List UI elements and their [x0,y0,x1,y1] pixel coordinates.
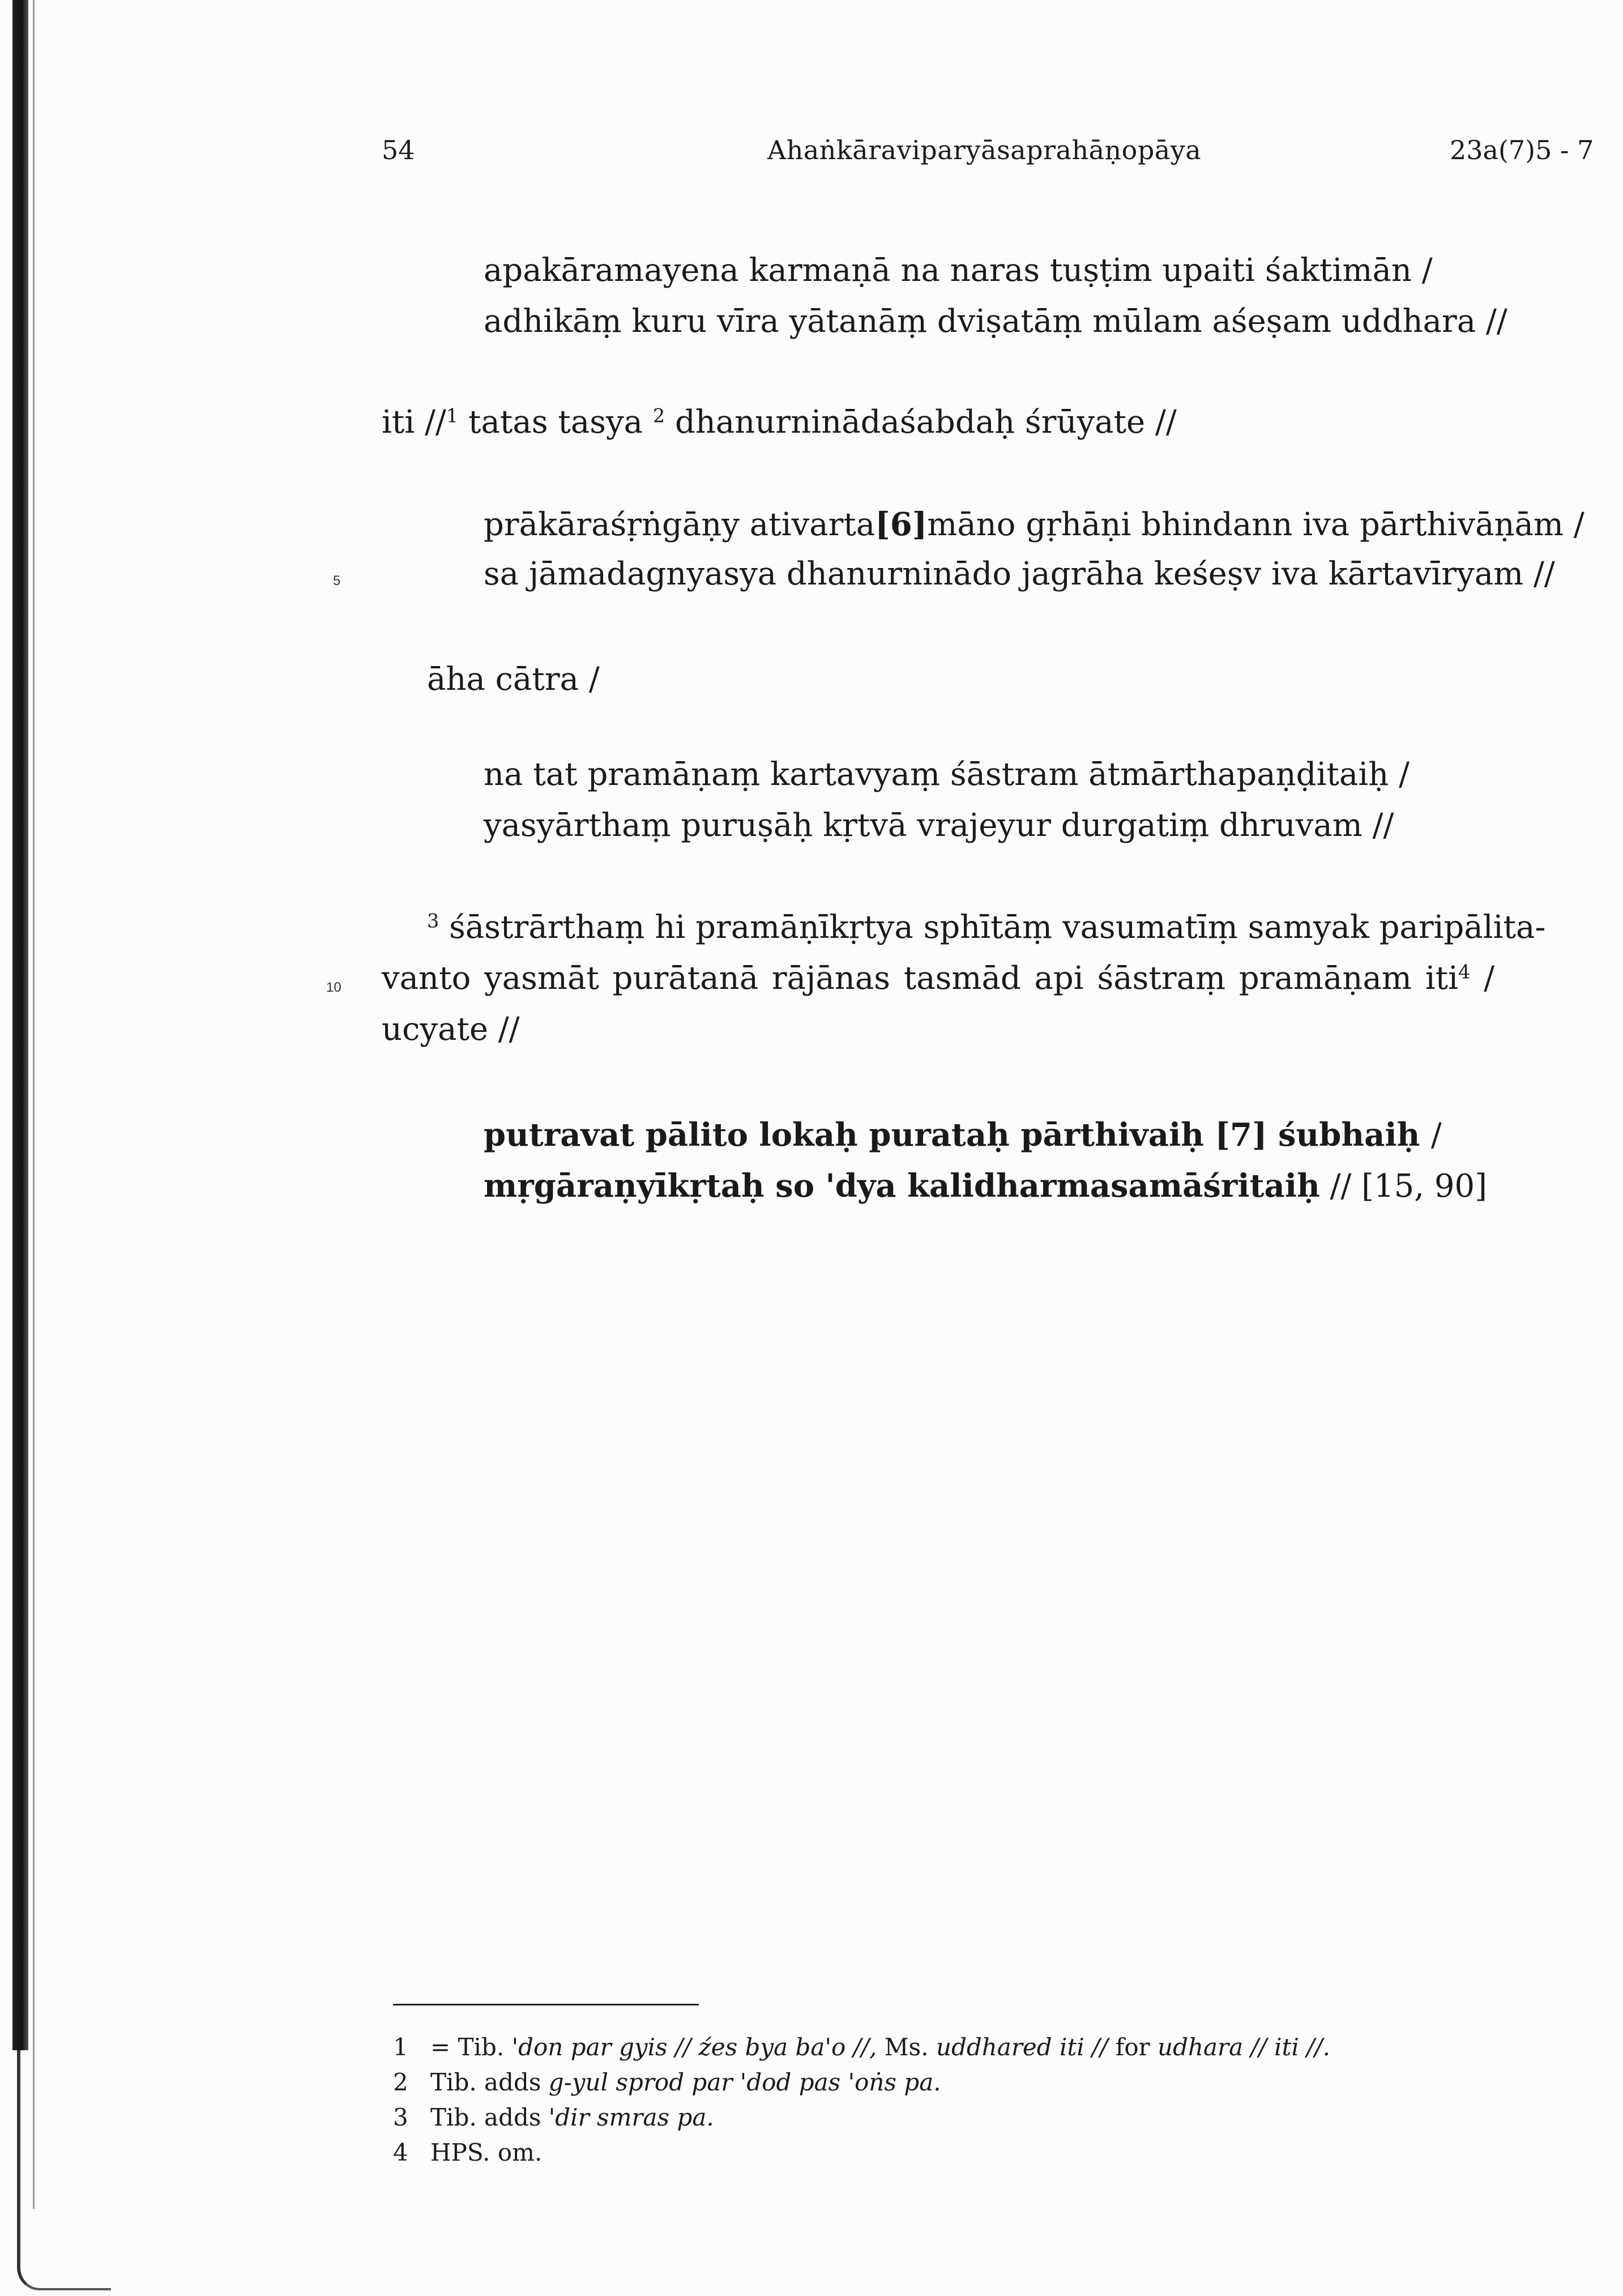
footnote-number: 1 [393,2033,408,2061]
verse-text: māno gṛhāṇi bhindann iva pārthivāṇām / [927,506,1584,543]
footnote-ref: 1 [446,404,459,427]
prose-aha: āha cātra / [427,661,600,698]
verse-3-line-2: yasyārthaṃ puruṣāḥ kṛtvā vrajeyur durgatiṃ dhruvam // [484,807,1394,844]
scan-edge-shadow [12,0,28,2050]
verse-1-line-1: apakāramayena karmaṇā na naras tuṣṭim upaiti śaktimān / [484,252,1433,289]
folio-marker: [7] [1215,1116,1267,1154]
verse-3-line-1: na tat pramāṇaṃ kartavyaṃ śāstram ātmārthapaṇḍitaiḥ / [484,756,1410,793]
footnote-ref: 2 [652,404,665,427]
footnote-3 [393,2103,714,2131]
footnote-2 [393,2068,941,2096]
running-title: Ahaṅkāraviparyāsaprahāṇopāya [767,135,1202,165]
footnote-text: for [1108,2033,1158,2061]
verse-reference: // [15, 90] [1319,1168,1487,1205]
footnote-text: udhara // iti //. [1158,2033,1330,2061]
footnote-text: uddhared iti // [936,2033,1108,2061]
verse-text: putravat pālito lokaḥ purataḥ pārthivaiḥ [484,1116,1215,1154]
footnote-number: 2 [393,2068,408,2096]
scan-edge-curl [17,2050,111,2290]
prose-text: iti // [382,404,446,441]
verse-text: prākāraśṛṅgāṇy ativarta [484,506,875,543]
verse-text: mṛgāraṇyīkṛtaḥ so 'dya kalidharmasamāśritaiḥ [484,1167,1320,1205]
scan-edge-line [33,0,35,2209]
footnote-4 [393,2139,542,2166]
verse-text: śubhaiḥ [1267,1116,1431,1154]
footnote-text: Tib. adds [430,2103,549,2131]
verse-4-line-2 [484,1167,1487,1205]
folio-reference: 23a(7)5 - 7 [1450,135,1594,165]
verse-4-line-1 [484,1116,1442,1154]
verse-2-line-2: sa jāmadagnyasya dhanurninādo jagrāha keśeṣv iva kārtavīryam // [484,556,1555,592]
page-header [0,135,1623,180]
verse-1-line-2: adhikāṃ kuru vīra yātanāṃ dviṣatāṃ mūlam aśeṣam uddhara // [484,303,1507,340]
footnote-text: Tib. adds [430,2068,549,2096]
footnote-number: 3 [393,2103,408,2131]
page-number: 54 [382,135,415,165]
footnote-ref: 3 [427,910,439,932]
footnote-divider [393,2004,699,2005]
footnote-text: 'don par gyis // źes bya ba'o //, [511,2033,877,2061]
verse-text: / [1430,1117,1442,1154]
footnote-number: 4 [393,2139,408,2166]
prose-2-line-1 [427,909,1546,946]
prose-text: vanto yasmāt purātanā rājānas tasmād api śāstraṃ pramāṇam iti [382,960,1459,997]
footnote-text: HPS. om. [430,2139,543,2166]
prose-text: / [1470,960,1495,997]
footnote-text: g-yul sprod par 'dod pas 'oṅs pa. [548,2068,941,2096]
prose-2-line-2 [382,960,1495,997]
footnote-1 [393,2033,1330,2061]
footnote-ref: 4 [1458,961,1471,983]
line-number-10: 10 [326,980,341,995]
prose-text: śāstrārthaṃ hi pramāṇīkṛtya sphītāṃ vasumatīṃ samyak paripālita- [439,909,1546,946]
prose-2-line-3: ucyate // [382,1011,520,1048]
footnote-text: 'dir smras pa. [548,2103,714,2131]
folio-marker: [6] [875,506,928,543]
prose-text: tatas tasya [458,404,653,441]
verse-2-line-1 [484,506,1584,543]
line-number-5: 5 [333,573,341,588]
prose-line-iti [382,404,1177,441]
footnote-text: Ms. [877,2033,936,2061]
prose-text: dhanurninādaśabdaḥ śrūyate // [665,404,1177,441]
footnote-text: = Tib. [430,2033,512,2061]
